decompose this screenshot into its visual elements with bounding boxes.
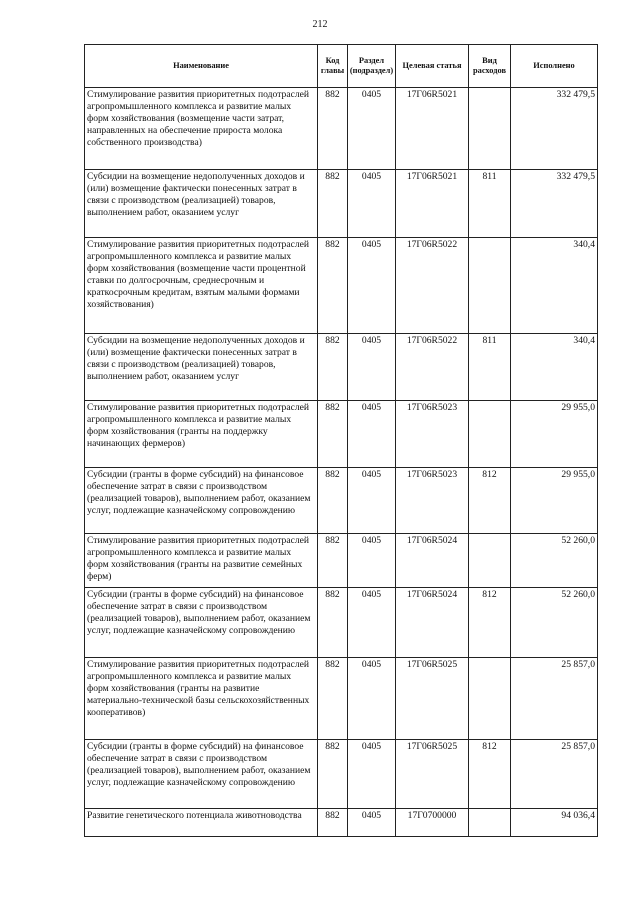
row-section: 0405	[348, 588, 396, 658]
row-name: Стимулирование развития приоритетных подотраслей агропромышленного комплекса и развитие малых форм хозяйствования (возмещение части затрат, направленных на обеспечение прироста молока собственного производства)	[85, 88, 318, 170]
row-kind: 812	[469, 468, 511, 534]
row-code: 882	[318, 588, 348, 658]
row-kind	[469, 534, 511, 588]
row-section: 0405	[348, 401, 396, 468]
expenditure-table	[84, 44, 598, 837]
row-section: 0405	[348, 170, 396, 238]
header-amount: Исполнено	[511, 45, 598, 88]
row-article: 17Г06R5021	[396, 88, 469, 170]
row-kind	[469, 401, 511, 468]
row-section: 0405	[348, 740, 396, 809]
row-amount: 52 260,0	[511, 534, 598, 588]
row-section: 0405	[348, 658, 396, 740]
row-article: 17Г06R5024	[396, 588, 469, 658]
row-amount: 332 479,5	[511, 170, 598, 238]
row-code: 882	[318, 740, 348, 809]
row-amount: 340,4	[511, 334, 598, 401]
row-article: 17Г06R5022	[396, 238, 469, 334]
row-name: Субсидии на возмещение недополученных доходов и (или) возмещение фактически понесенных затрат в связи с производством (реализацией) товаров, выполнением работ, оказанием услуг	[85, 334, 318, 401]
row-kind	[469, 88, 511, 170]
row-amount: 94 036,4	[511, 809, 598, 837]
table-row	[85, 238, 598, 334]
row-article: 17Г06R5023	[396, 401, 469, 468]
row-name: Стимулирование развития приоритетных подотраслей агропромышленного комплекса и развитие малых форм хозяйствования (гранты на поддержку начинающих фермеров)	[85, 401, 318, 468]
row-kind	[469, 658, 511, 740]
row-name: Субсидии на возмещение недополученных доходов и (или) возмещение фактически понесенных затрат в связи с производством (реализацией) товаров, выполнением работ, оказанием услуг	[85, 170, 318, 238]
table-row	[85, 740, 598, 809]
row-code: 882	[318, 334, 348, 401]
table-row	[85, 170, 598, 238]
row-code: 882	[318, 88, 348, 170]
table-row	[85, 468, 598, 534]
row-kind: 811	[469, 334, 511, 401]
row-article: 17Г06R5024	[396, 534, 469, 588]
header-kind: Вид расходов	[469, 45, 511, 88]
row-section: 0405	[348, 809, 396, 837]
row-amount: 52 260,0	[511, 588, 598, 658]
table-row	[85, 588, 598, 658]
table-row	[85, 809, 598, 837]
row-code: 882	[318, 238, 348, 334]
row-amount: 29 955,0	[511, 468, 598, 534]
header-name: Наименование	[85, 45, 318, 88]
row-name: Субсидии (гранты в форме субсидий) на финансовое обеспечение затрат в связи с производством (реализацией товаров), выполнением работ, оказанием услуг, подлежащие казначейскому сопровождению	[85, 468, 318, 534]
row-amount: 25 857,0	[511, 740, 598, 809]
row-amount: 340,4	[511, 238, 598, 334]
row-name: Стимулирование развития приоритетных подотраслей агропромышленного комплекса и развитие малых форм хозяйствования (гранты на развитие семейных ферм)	[85, 534, 318, 588]
row-kind: 812	[469, 588, 511, 658]
table-row	[85, 534, 598, 588]
table-header-row	[85, 45, 598, 88]
row-name: Стимулирование развития приоритетных подотраслей агропромышленного комплекса и развитие малых форм хозяйствования (возмещение части процентной ставки по долгосрочным, среднесрочным и краткосрочным кредитам, взятым малыми формами хозяйствования)	[85, 238, 318, 334]
row-section: 0405	[348, 468, 396, 534]
row-amount: 29 955,0	[511, 401, 598, 468]
row-name: Развитие генетического потенциала животноводства	[85, 809, 318, 837]
row-section: 0405	[348, 334, 396, 401]
row-amount: 332 479,5	[511, 88, 598, 170]
row-kind: 811	[469, 170, 511, 238]
row-amount: 25 857,0	[511, 658, 598, 740]
row-article: 17Г06R5025	[396, 740, 469, 809]
row-name: Субсидии (гранты в форме субсидий) на финансовое обеспечение затрат в связи с производством (реализацией товаров), выполнением работ, оказанием услуг, подлежащие казначейскому сопровождению	[85, 740, 318, 809]
row-article: 17Г06R5023	[396, 468, 469, 534]
row-kind: 812	[469, 740, 511, 809]
table-row	[85, 401, 598, 468]
row-article: 17Г0700000	[396, 809, 469, 837]
row-kind	[469, 809, 511, 837]
row-code: 882	[318, 658, 348, 740]
row-name: Стимулирование развития приоритетных подотраслей агропромышленного комплекса и развитие малых форм хозяйствования (гранты на развитие материально-технической базы сельскохозяйственных кооперативов)	[85, 658, 318, 740]
row-name: Субсидии (гранты в форме субсидий) на финансовое обеспечение затрат в связи с производством (реализацией товаров), выполнением работ, оказанием услуг, подлежащие казначейскому сопровождению	[85, 588, 318, 658]
row-article: 17Г06R5021	[396, 170, 469, 238]
row-code: 882	[318, 170, 348, 238]
page-number: 212	[312, 19, 328, 30]
table-row	[85, 88, 598, 170]
row-section: 0405	[348, 238, 396, 334]
row-article: 17Г06R5025	[396, 658, 469, 740]
row-section: 0405	[348, 88, 396, 170]
header-article: Целевая статья	[396, 45, 469, 88]
row-code: 882	[318, 401, 348, 468]
row-article: 17Г06R5022	[396, 334, 469, 401]
header-section: Раздел (подраздел)	[348, 45, 396, 88]
table-row	[85, 658, 598, 740]
row-kind	[469, 238, 511, 334]
row-code: 882	[318, 534, 348, 588]
table-row	[85, 334, 598, 401]
row-code: 882	[318, 468, 348, 534]
row-section: 0405	[348, 534, 396, 588]
header-code: Код главы	[318, 45, 348, 88]
row-code: 882	[318, 809, 348, 837]
